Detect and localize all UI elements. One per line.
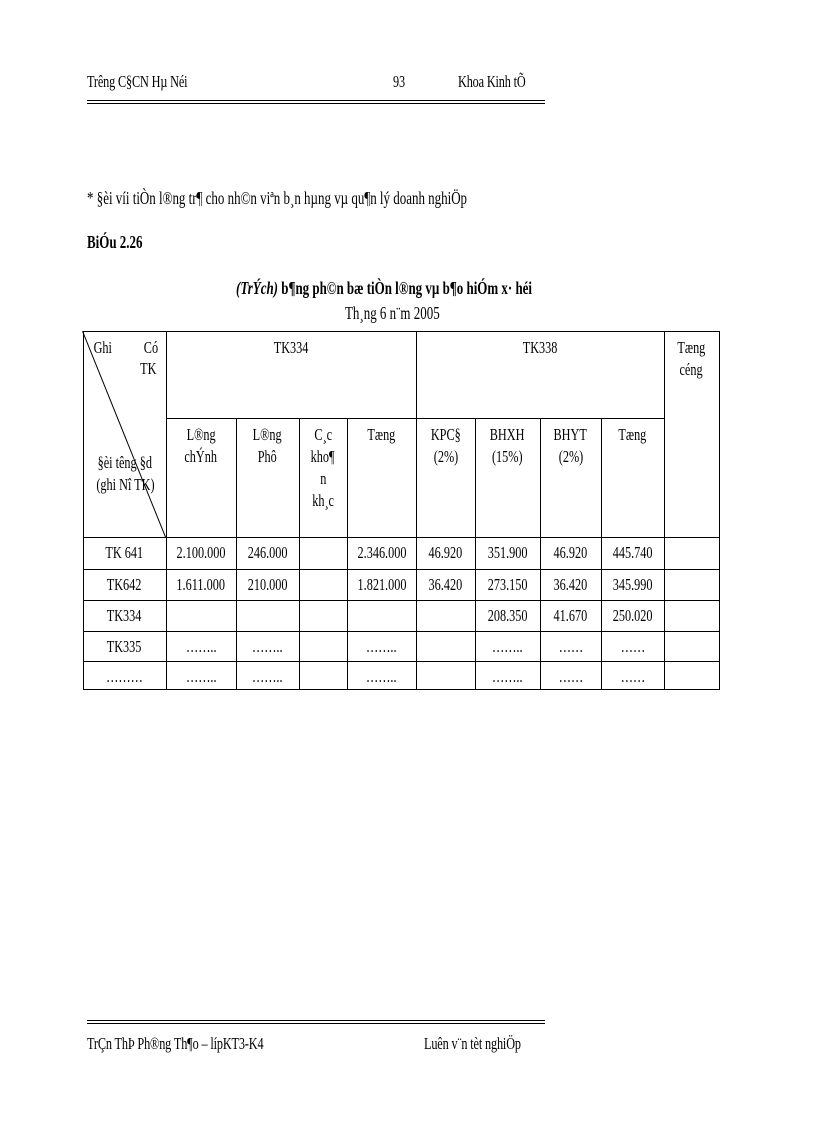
header-page-number: 93 bbox=[393, 72, 405, 91]
table-row-line bbox=[83, 569, 720, 570]
footer-thesis: Luên v¨n tèt nghiÖp bbox=[424, 1034, 521, 1053]
table-cell-r4-c1: …….. bbox=[185, 667, 217, 686]
table-cell-r2-c8: 250.020 bbox=[612, 606, 653, 625]
table-cell-r1-c8: 345.990 bbox=[612, 575, 653, 594]
table-cell-r1-c7: 36.420 bbox=[553, 575, 588, 594]
table-cell-r2-c0: TK334 bbox=[107, 606, 142, 625]
table-cell-r3-c8: …… bbox=[620, 637, 645, 656]
table-cell-r1-c5: 36.420 bbox=[428, 575, 463, 594]
table-cell-r3-c7: …… bbox=[558, 637, 583, 656]
corner-co: Có bbox=[143, 338, 159, 357]
header-school: Trêng C§CN Hµ Néi bbox=[87, 72, 188, 91]
header-rule-2 bbox=[87, 103, 545, 104]
table-cell-r0-c6: 351.900 bbox=[487, 543, 528, 562]
table-title bbox=[236, 278, 532, 299]
table-label: BiÓu 2.26 bbox=[87, 232, 143, 252]
table-cell-r3-c0: TK335 bbox=[107, 637, 142, 656]
table-col-line bbox=[664, 331, 665, 690]
corner-ghi-no: (ghi Nî TK) bbox=[95, 475, 155, 494]
footer-rule bbox=[87, 1020, 545, 1021]
table-cell-r1-c0: TK642 bbox=[107, 575, 142, 594]
subheader-4: KPC§ (2%) bbox=[430, 425, 461, 466]
title-rest: b¶ng ph©n bæ tiÒn l®ng vµ b¶o hiÓm x· héi bbox=[277, 278, 533, 298]
subheader-3: Tæng bbox=[367, 425, 396, 444]
table-col-line bbox=[719, 331, 720, 690]
table-subheader-line bbox=[166, 418, 664, 419]
table-subtitle: Th¸ng 6 n¨m 2005 bbox=[345, 303, 440, 323]
corner-tk: TK bbox=[139, 359, 157, 378]
header-rule bbox=[87, 100, 545, 101]
footer-author: TrÇn ThÞ Ph®ng Th¶o – lípKT3-K4 bbox=[87, 1034, 264, 1053]
table-cell-r0-c5: 46.920 bbox=[428, 543, 463, 562]
table-border-top bbox=[83, 331, 720, 332]
table-cell-r0-c4: 2.346.000 bbox=[357, 543, 406, 562]
subheader-0: L®ng chÝnh bbox=[184, 425, 218, 466]
table-col-line bbox=[416, 331, 417, 690]
table-cell-r4-c6: …….. bbox=[492, 667, 523, 686]
table-cell-r3-c1: …….. bbox=[185, 637, 217, 656]
group-header-tk334: TK334 bbox=[273, 338, 309, 357]
group-header-tk338: TK338 bbox=[522, 338, 558, 357]
subheader-1: L®ng Phô bbox=[252, 425, 283, 466]
table-cell-r1-c1: 1.611.000 bbox=[176, 575, 226, 594]
table-row-line bbox=[83, 600, 720, 601]
subheader-7: Tæng bbox=[618, 425, 647, 444]
table-cell-r1-c4: 1.821.000 bbox=[357, 575, 406, 594]
subheader-5: BHXH (15%) bbox=[490, 425, 525, 466]
table-cell-r0-c7: 46.920 bbox=[553, 543, 588, 562]
corner-ghi: Ghi bbox=[93, 338, 113, 357]
table-cell-r0-c8: 445.740 bbox=[612, 543, 653, 562]
table-cell-r4-c4: …….. bbox=[366, 667, 397, 686]
table-cell-r0-c0: TK 641 bbox=[105, 543, 144, 562]
title-italic: (TrÝch) bbox=[236, 278, 278, 298]
table-row-line bbox=[83, 631, 720, 632]
table-cell-r1-c2: 210.000 bbox=[247, 575, 288, 594]
subheader-6: BHYT (2%) bbox=[553, 425, 588, 466]
table-cell-r4-c2: …….. bbox=[252, 667, 283, 686]
table-cell-r1-c6: 273.150 bbox=[487, 575, 528, 594]
table-cell-r3-c6: …….. bbox=[492, 637, 523, 656]
table-row-line bbox=[83, 537, 720, 538]
corner-doi-tuong: §èi têng §d bbox=[97, 453, 153, 472]
total-header: Tæng céng bbox=[677, 338, 706, 379]
table-cell-r4-c7: …… bbox=[558, 667, 583, 686]
table-cell-r0-c1: 2.100.000 bbox=[176, 543, 226, 562]
footer-rule-2 bbox=[87, 1023, 545, 1024]
table-cell-r3-c2: …….. bbox=[252, 637, 283, 656]
table-row-line bbox=[83, 689, 720, 690]
intro-line: * §èi víi tiÒn l®ng tr¶ cho nh©n viªn b¸n hµng vµ qu¶n lý doanh nghiÖp bbox=[87, 188, 468, 208]
table-cell-r4-c8: …… bbox=[620, 667, 645, 686]
table-cell-r0-c2: 246.000 bbox=[247, 543, 288, 562]
header-faculty: Khoa Kinh tÕ bbox=[458, 72, 526, 91]
table-cell-r2-c6: 208.350 bbox=[487, 606, 528, 625]
table-cell-r4-c0: ……… bbox=[106, 667, 143, 686]
table-cell-r3-c4: …….. bbox=[366, 637, 397, 656]
table-cell-r2-c7: 41.670 bbox=[553, 606, 588, 625]
table-row-line bbox=[83, 661, 720, 662]
subheader-2: C¸c kho¶ n kh¸c bbox=[311, 425, 335, 510]
